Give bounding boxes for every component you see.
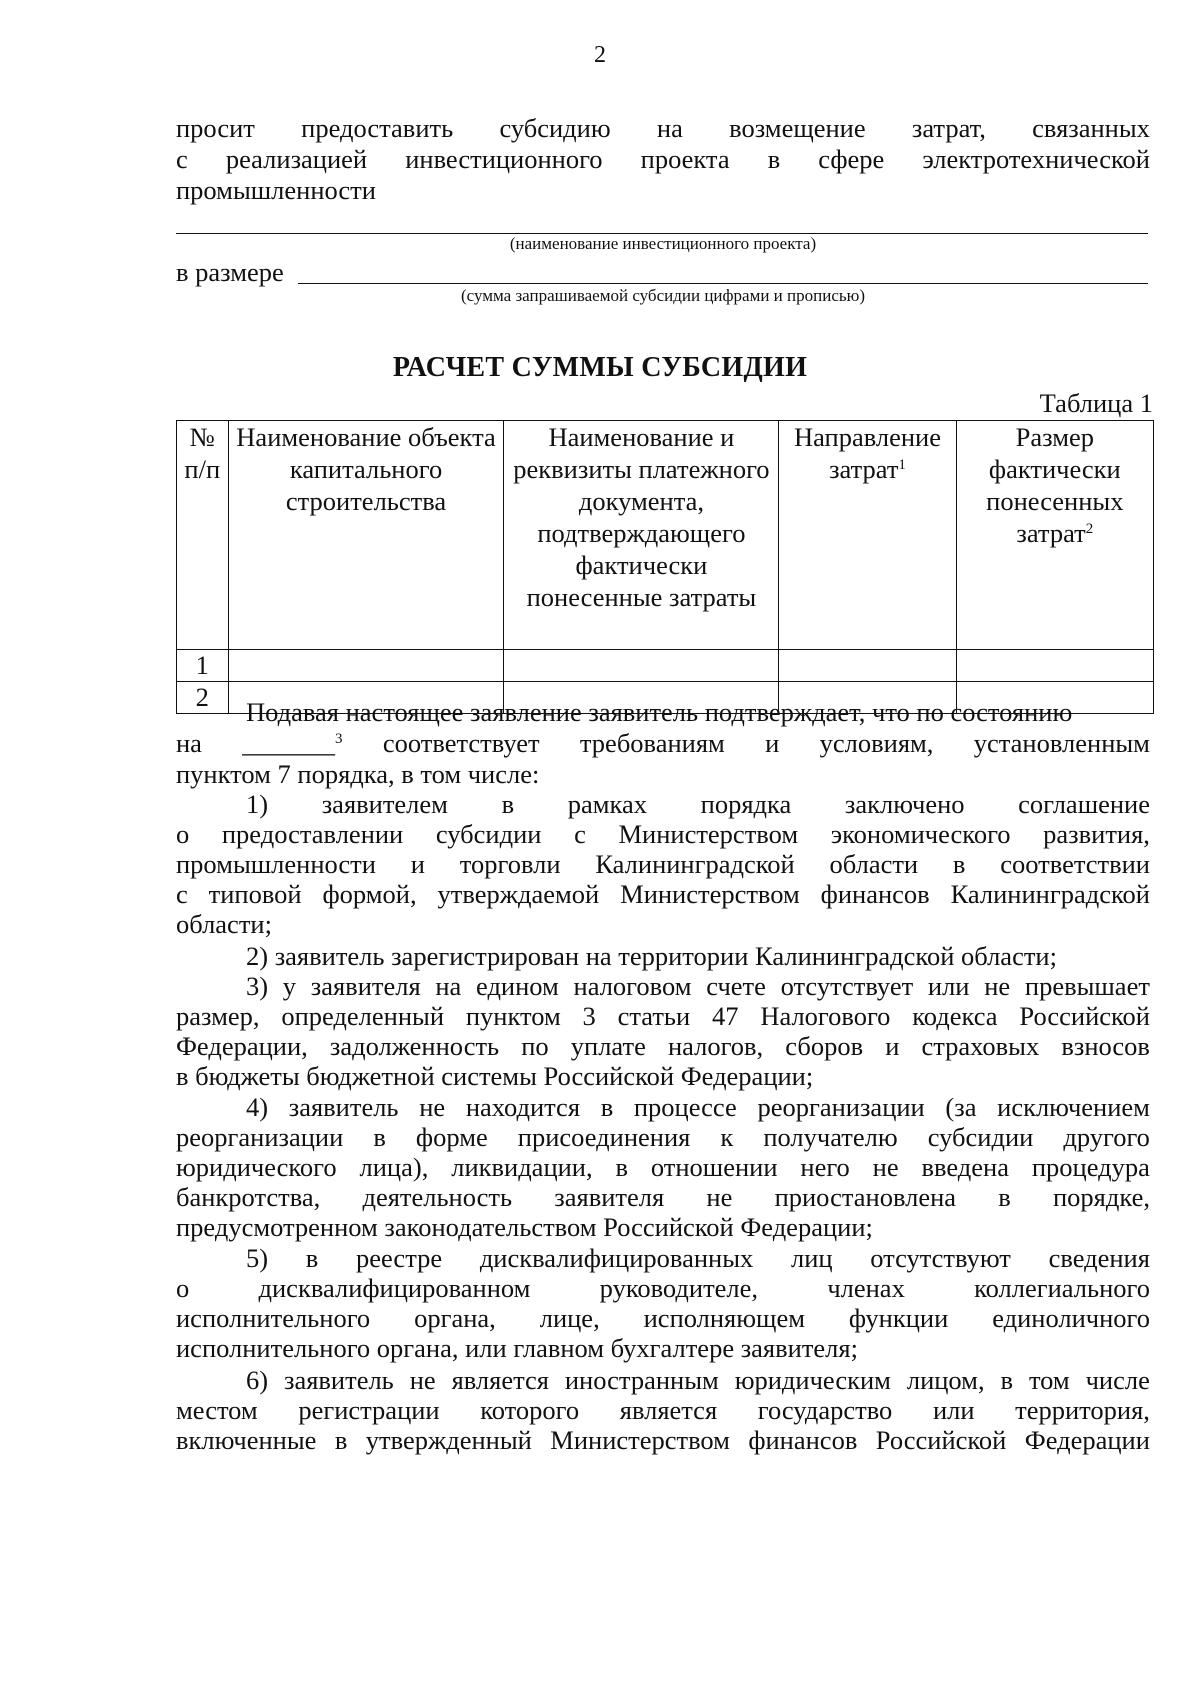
word: деятельность xyxy=(362,1182,513,1212)
word: процессе xyxy=(633,1092,737,1122)
word: не xyxy=(419,1092,446,1122)
word: (за xyxy=(945,1092,977,1122)
word: кодекса xyxy=(912,1001,998,1031)
word: требованиям xyxy=(579,728,725,758)
item-5-line-4: исполнительного органа, или главном бухгалтере заявителя; xyxy=(176,1333,858,1363)
word: сведения xyxy=(1048,1243,1150,1273)
word: субсидии xyxy=(927,1122,1034,1152)
section-title: РАСЧЕТ СУММЫ СУБСИДИИ xyxy=(392,352,808,383)
word: руководителе, xyxy=(599,1273,759,1303)
word: к xyxy=(720,1122,734,1152)
word: Налогового xyxy=(760,1001,891,1031)
item-5-line-2 xyxy=(176,1272,1150,1304)
item-6-line-3 xyxy=(176,1424,1150,1456)
word: с xyxy=(176,144,188,174)
word: в xyxy=(1000,1365,1014,1395)
item-1-line-5: области; xyxy=(176,909,272,939)
word: лице, xyxy=(539,1303,600,1333)
word: промышленности xyxy=(176,849,376,879)
word: формой, xyxy=(322,879,417,909)
word: порядке, xyxy=(1053,1182,1150,1212)
word: с xyxy=(176,879,188,909)
word: ликвидации, xyxy=(451,1152,593,1182)
word: заявитель xyxy=(284,1365,394,1395)
item-4-line-3 xyxy=(176,1151,1150,1183)
word: 3) xyxy=(246,971,269,1001)
table-cell xyxy=(779,650,956,682)
word: о xyxy=(176,1273,190,1303)
word: в xyxy=(615,1152,628,1182)
word: налоговом xyxy=(573,971,692,1001)
item-3-line-3 xyxy=(176,1030,1150,1062)
header-payment-document: Наименование и реквизиты платежного документа, подтверждающего фактически понесенные затраты xyxy=(504,421,779,650)
word: сфере xyxy=(818,144,885,174)
item-6-line-2 xyxy=(176,1394,1150,1426)
table-label: Таблица 1 xyxy=(1039,388,1153,418)
word: которого xyxy=(480,1395,580,1425)
word: не xyxy=(872,1152,899,1182)
table-cell: 1 xyxy=(177,650,229,682)
footnote-2: 2 xyxy=(1085,521,1094,537)
word: типовой xyxy=(208,879,302,909)
word: страховых xyxy=(921,1031,1040,1061)
word: территория, xyxy=(1015,1395,1150,1425)
word: не xyxy=(409,1365,436,1395)
word: исключением xyxy=(997,1092,1150,1122)
table-header-row xyxy=(177,421,1154,650)
word: статьи xyxy=(617,1001,691,1031)
intro-line-2 xyxy=(176,143,1150,175)
word: пунктом xyxy=(465,1001,561,1031)
word: на xyxy=(656,113,683,143)
confirmation-line-2 xyxy=(176,727,1150,759)
word: реализацией xyxy=(225,144,368,174)
word: присоединения xyxy=(517,1122,691,1152)
word: взносов xyxy=(1061,1031,1150,1061)
confirmation-line-1: Подавая настоящее заявление заявитель подтверждает, что по состоянию xyxy=(246,697,1073,727)
word: условиям, xyxy=(819,728,934,758)
word: процедура xyxy=(1031,1152,1150,1182)
header-object-name: Наименование объекта капитального строительства xyxy=(228,421,504,650)
word: регистрации xyxy=(298,1395,440,1425)
word: местом xyxy=(176,1395,258,1425)
word: Министерством xyxy=(550,1425,730,1455)
item-6-line-1 xyxy=(176,1364,1150,1396)
word: Калининградской xyxy=(950,879,1150,909)
word: Министерством xyxy=(618,819,799,849)
word: определенный xyxy=(281,1001,445,1031)
word: 1) xyxy=(246,789,269,819)
word: субсидии xyxy=(435,819,542,849)
word: уплате xyxy=(570,1031,646,1061)
amount-caption: (сумма запрашиваемой субсидии цифрами и прописью) xyxy=(461,286,865,305)
word: реестре xyxy=(356,1243,443,1273)
word: приостановлена xyxy=(774,1182,957,1212)
word: него xyxy=(800,1152,850,1182)
word: не xyxy=(706,1182,733,1212)
word: и xyxy=(765,728,780,758)
intro-line-1 xyxy=(176,112,1150,144)
word: числе xyxy=(1085,1365,1150,1395)
subsidy-calculation-table xyxy=(176,420,1154,714)
word: функции xyxy=(848,1303,949,1333)
item-4-line-2 xyxy=(176,1121,1150,1153)
word: в xyxy=(305,1243,319,1273)
word: получателю xyxy=(763,1122,898,1152)
word: инвестиционного xyxy=(405,144,603,174)
word: юридического xyxy=(176,1152,337,1182)
footnote-3: 3 xyxy=(335,731,343,747)
word: находится xyxy=(465,1092,581,1122)
amount-label: в размере xyxy=(176,257,284,287)
header-actual-costs: Размер фактически понесенных затрат$^2$ xyxy=(956,421,1153,650)
project-name-caption: (наименование инвестиционного проекта) xyxy=(509,234,817,253)
word: отсутствуют xyxy=(870,1243,1011,1273)
word: коллегиального xyxy=(974,1273,1150,1303)
table-cell xyxy=(504,650,779,682)
word: исполнительного xyxy=(176,1303,371,1333)
word: установленным xyxy=(973,728,1150,758)
word: дисквалифицированных xyxy=(479,1243,754,1273)
word: _______$^3$ xyxy=(242,728,343,758)
table-row xyxy=(177,650,1154,682)
word: Российской xyxy=(1019,1001,1150,1031)
word: просит xyxy=(176,113,255,143)
word: соответствии xyxy=(1000,849,1150,879)
word: другого xyxy=(1063,1122,1150,1152)
word: введена xyxy=(921,1152,1009,1182)
word: на xyxy=(176,728,202,758)
word: соответствует xyxy=(382,728,540,758)
word: 6) xyxy=(246,1365,269,1395)
word: и xyxy=(885,1031,900,1061)
word: лиц xyxy=(790,1243,833,1273)
word: включенные xyxy=(176,1425,317,1455)
word: утвержденный xyxy=(365,1425,532,1455)
word: Калининградской xyxy=(595,849,795,879)
word: по xyxy=(521,1031,549,1061)
word: соглашение xyxy=(1018,789,1150,819)
amount-field xyxy=(298,283,1148,284)
item-4-line-1 xyxy=(176,1091,1150,1123)
word: или xyxy=(932,1395,975,1425)
word: лица), xyxy=(359,1152,429,1182)
word: счете xyxy=(706,971,766,1001)
item-3-line-4: в бюджеты бюджетной системы Российской Федерации; xyxy=(176,1061,814,1091)
word: в xyxy=(998,1182,1011,1212)
word: задолженность xyxy=(329,1031,500,1061)
intro-line-3: промышленности xyxy=(176,175,376,205)
word: реорганизации xyxy=(176,1122,344,1152)
word: электротехнической xyxy=(922,144,1150,174)
word: заявителя xyxy=(310,971,421,1001)
item-4-line-5: предусмотренном законодательством Российской Федерации; xyxy=(176,1212,873,1242)
word: заявитель xyxy=(288,1092,399,1122)
word: на xyxy=(435,971,462,1001)
word: 3 xyxy=(582,1001,596,1031)
table-cell: 2 xyxy=(177,682,229,714)
word: 47 xyxy=(712,1001,739,1031)
word: экономического xyxy=(830,819,1011,849)
word: торговли xyxy=(459,849,561,879)
item-5-line-3 xyxy=(176,1302,1150,1334)
word: с xyxy=(574,819,586,849)
word: органа, xyxy=(414,1303,496,1333)
word: 5) xyxy=(246,1243,269,1273)
item-4-line-4 xyxy=(176,1181,1150,1213)
word: в xyxy=(373,1122,386,1152)
word: отсутствует xyxy=(780,971,914,1001)
word: затрат, xyxy=(911,113,986,143)
word: Федерации xyxy=(1024,1425,1150,1455)
word: том xyxy=(1028,1365,1070,1395)
word: заключено xyxy=(844,789,965,819)
word: предоставить xyxy=(301,113,454,143)
word: Министерством xyxy=(620,879,800,909)
page-number: 2 xyxy=(594,42,606,68)
word: единоличного xyxy=(992,1303,1150,1333)
word: проекта xyxy=(640,144,730,174)
word: или xyxy=(927,971,970,1001)
word: связанных xyxy=(1032,113,1150,143)
word: области xyxy=(829,849,919,879)
header-number: № п/п xyxy=(177,421,229,650)
word: Федерации, xyxy=(176,1031,308,1061)
word: заявителем xyxy=(321,789,448,819)
word: налогов, xyxy=(667,1031,764,1061)
word: членах xyxy=(827,1273,905,1303)
word: не xyxy=(984,971,1011,1001)
item-1-line-4 xyxy=(176,878,1150,910)
word: порядка xyxy=(700,789,792,819)
word: 4) xyxy=(246,1092,269,1122)
word: субсидию xyxy=(499,113,611,143)
word: юридическим xyxy=(734,1365,891,1395)
word: размер, xyxy=(176,1001,260,1031)
item-1-line-1 xyxy=(176,788,1150,820)
word: и xyxy=(410,849,425,879)
word: иностранным xyxy=(564,1365,719,1395)
word: превышает xyxy=(1024,971,1150,1001)
word: о xyxy=(176,819,190,849)
item-3-line-2 xyxy=(176,1000,1150,1032)
item-5-line-1 xyxy=(176,1242,1150,1274)
word: сборов xyxy=(785,1031,864,1061)
word: форме xyxy=(415,1122,488,1152)
word: лицом, xyxy=(906,1365,985,1395)
word: финансов xyxy=(748,1425,858,1455)
footnote-1: 1 xyxy=(898,457,906,473)
word: финансов xyxy=(820,879,930,909)
word: является xyxy=(451,1365,549,1395)
word: в xyxy=(767,144,781,174)
word: у xyxy=(282,971,297,1001)
word: отношении xyxy=(650,1152,778,1182)
word: в xyxy=(600,1092,614,1122)
word: дисквалифицированном xyxy=(258,1273,531,1303)
word: утверждаемой xyxy=(437,879,600,909)
word: исполняющем xyxy=(643,1303,805,1333)
word: развития, xyxy=(1043,819,1150,849)
word: рамках xyxy=(567,789,648,819)
word: в xyxy=(334,1425,348,1455)
item-3-line-1 xyxy=(176,970,1150,1002)
table-cell xyxy=(228,650,504,682)
word: заявителя xyxy=(554,1182,665,1212)
word: реорганизации xyxy=(757,1092,925,1122)
item-2: 2) заявитель зарегистрирован на территории Калининградской области; xyxy=(246,941,1057,971)
confirmation-line-3: пунктом 7 порядка, в том числе: xyxy=(176,759,540,789)
word: банкротства, xyxy=(176,1182,321,1212)
word: предоставлении xyxy=(221,819,404,849)
word: Российской xyxy=(875,1425,1007,1455)
word: государство xyxy=(757,1395,893,1425)
word: в xyxy=(952,849,966,879)
item-1-line-2 xyxy=(176,818,1150,850)
word: возмещение xyxy=(729,113,866,143)
header-cost-direction: Направление затрат$^1$ xyxy=(779,421,956,650)
item-1-line-3 xyxy=(176,848,1150,880)
word: в xyxy=(501,789,515,819)
word: едином xyxy=(476,971,559,1001)
word: является xyxy=(619,1395,718,1425)
table-cell xyxy=(956,650,1153,682)
